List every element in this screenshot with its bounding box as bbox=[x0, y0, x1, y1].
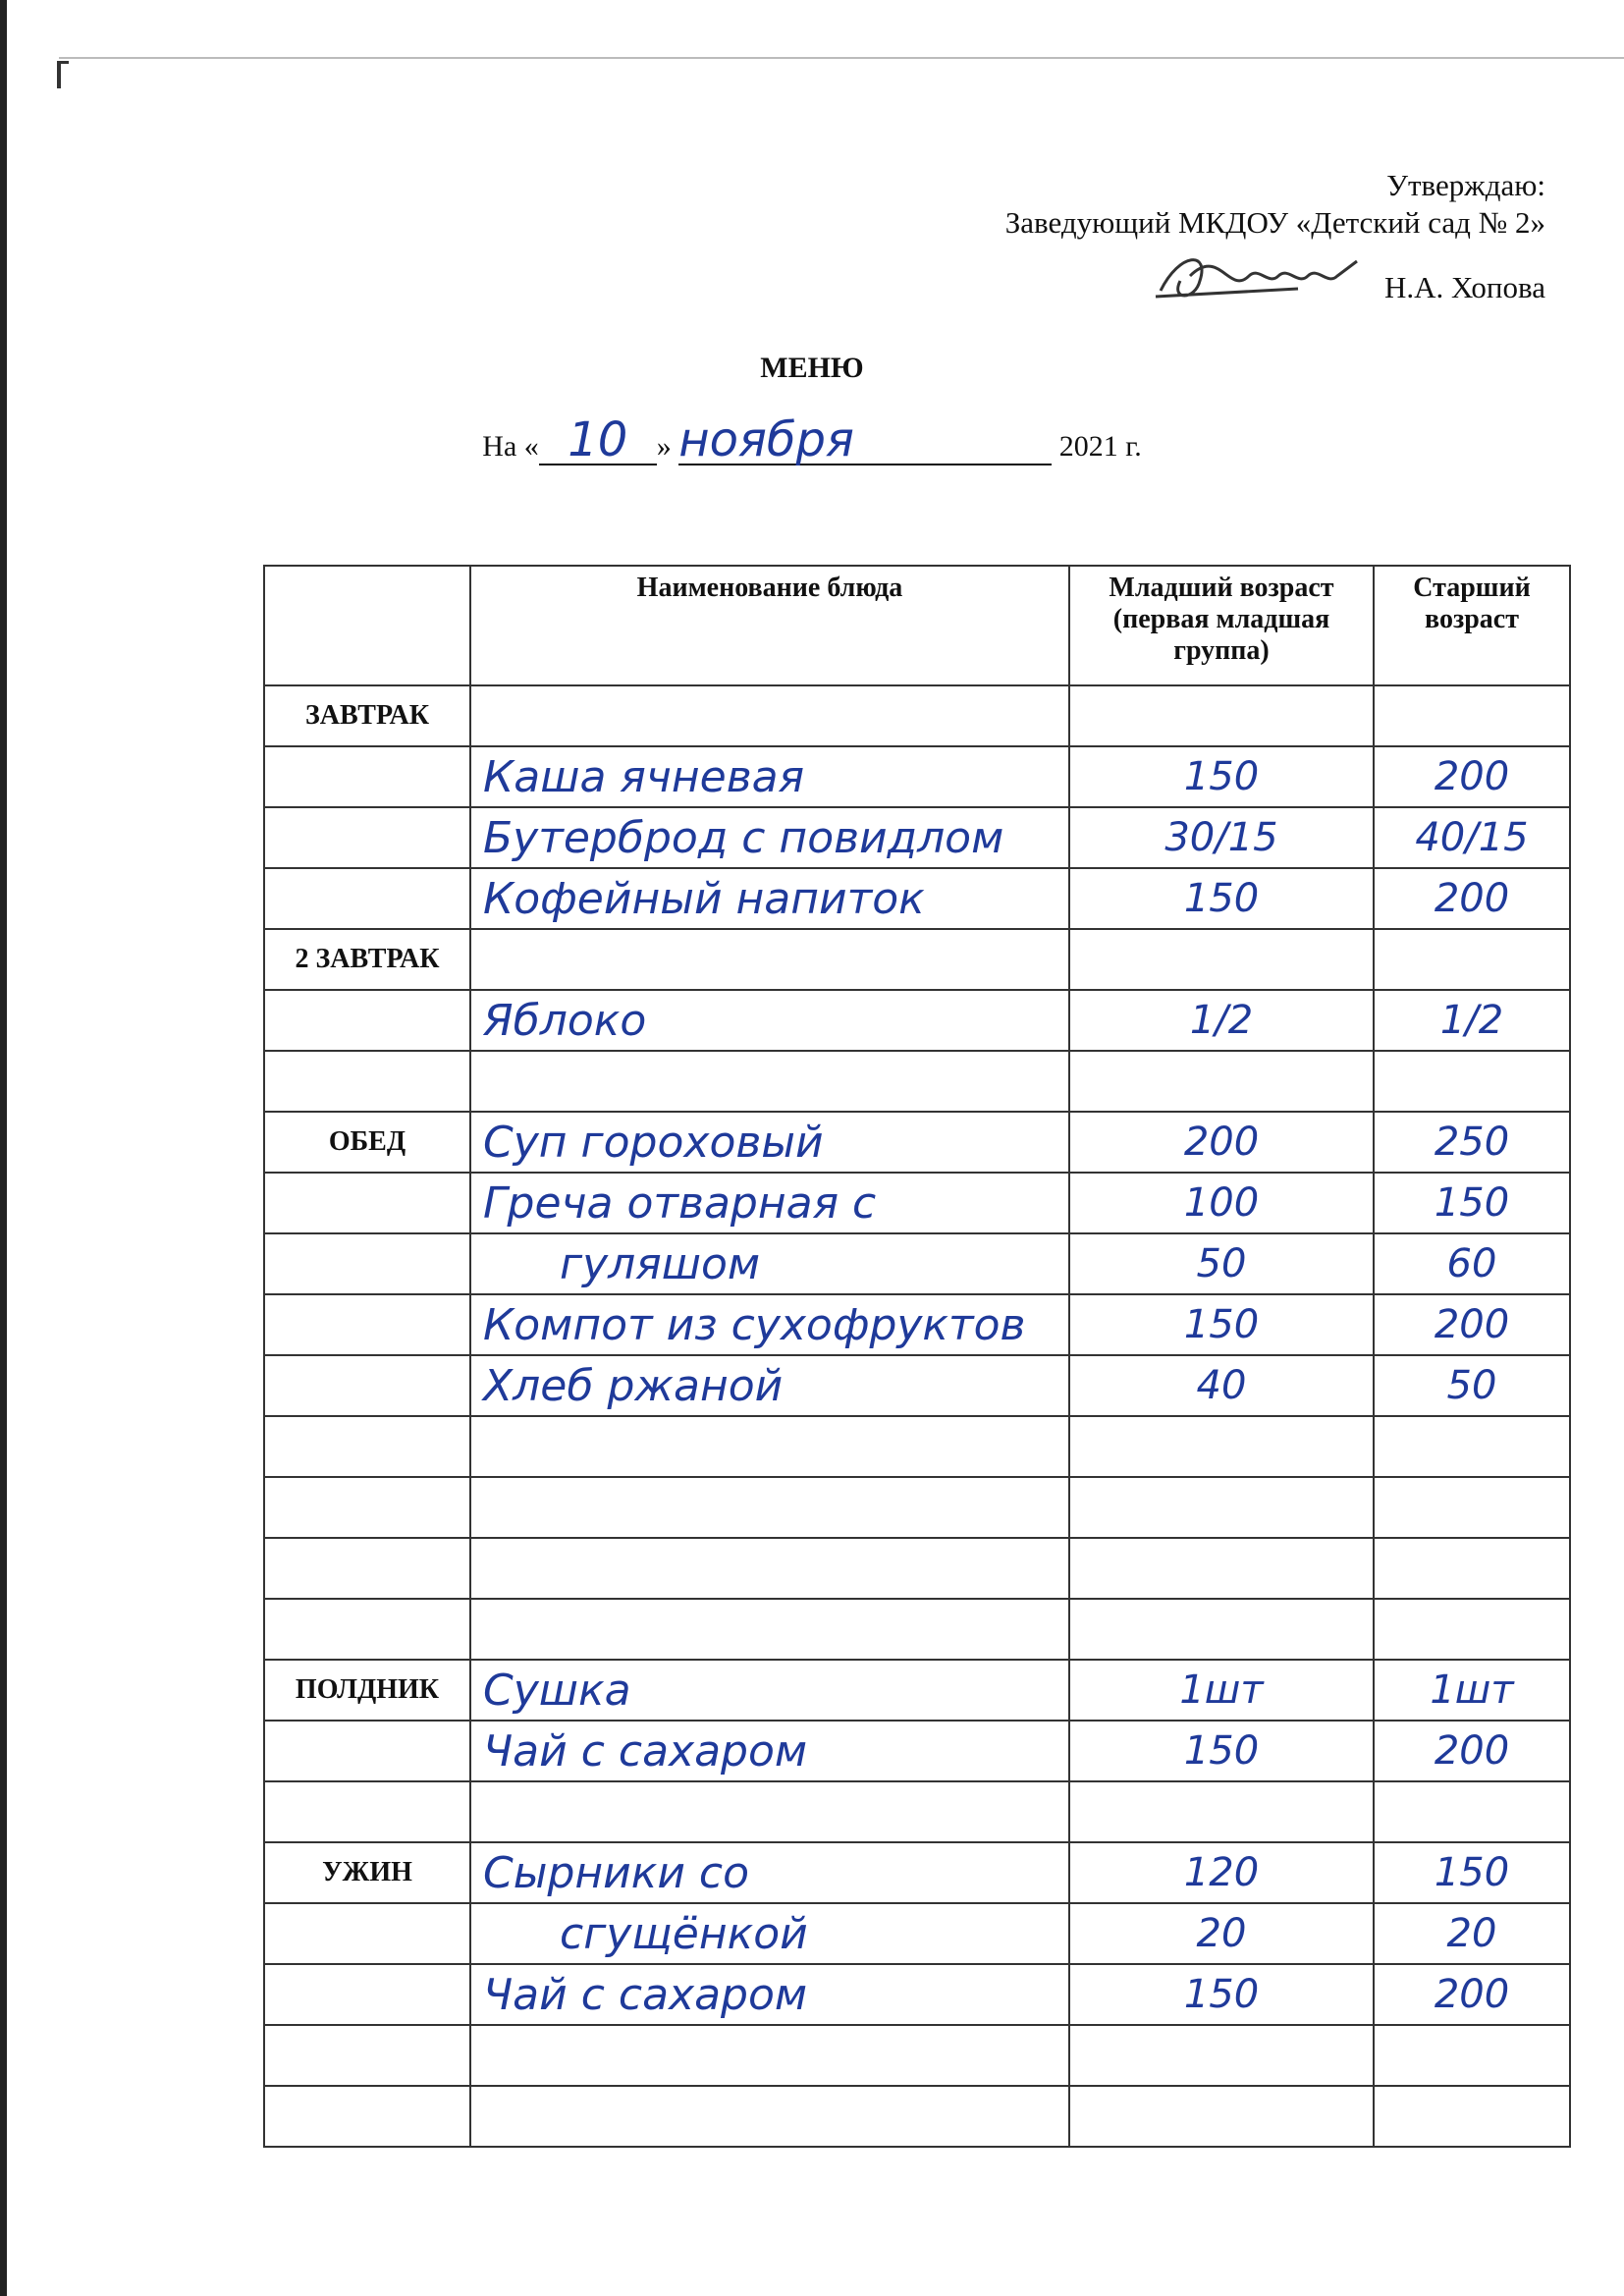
dish-name: гуляшом bbox=[470, 1233, 1069, 1294]
portion-young: 1шт bbox=[1069, 1660, 1374, 1721]
dish-name: Каша ячневая bbox=[470, 746, 1069, 807]
dish-name: Кофейный напиток bbox=[470, 868, 1069, 929]
date-month: ноября bbox=[678, 412, 854, 467]
approval-name-line bbox=[1005, 242, 1545, 306]
meal-section: ПОЛДНИК bbox=[264, 1660, 470, 1721]
dish-name bbox=[470, 2025, 1069, 2086]
portion-old: 200 bbox=[1374, 1964, 1570, 2025]
date-day: 10 bbox=[568, 412, 628, 467]
meal-section bbox=[264, 1538, 470, 1599]
table-row bbox=[264, 1112, 1570, 1173]
portion-young: 150 bbox=[1069, 1964, 1374, 2025]
portion-old bbox=[1374, 1416, 1570, 1477]
page-title: МЕНЮ bbox=[760, 352, 864, 384]
portion-young bbox=[1069, 929, 1374, 990]
table-row bbox=[264, 990, 1570, 1051]
approval-block bbox=[1005, 167, 1545, 306]
meal-section bbox=[264, 2025, 470, 2086]
portion-young: 150 bbox=[1069, 1294, 1374, 1355]
meal-section bbox=[264, 1173, 470, 1233]
meal-section bbox=[264, 1599, 470, 1660]
scan-edge bbox=[0, 0, 7, 2296]
portion-old: 250 bbox=[1374, 1112, 1570, 1173]
portion-young: 120 bbox=[1069, 1842, 1374, 1903]
dish-name: Хлеб ржаной bbox=[470, 1355, 1069, 1416]
meal-section bbox=[264, 990, 470, 1051]
portion-old: 20 bbox=[1374, 1903, 1570, 1964]
date-line bbox=[0, 412, 1624, 467]
portion-young bbox=[1069, 1538, 1374, 1599]
table-row bbox=[264, 1051, 1570, 1112]
dish-name: Сырники со bbox=[470, 1842, 1069, 1903]
meal-section bbox=[264, 1355, 470, 1416]
portion-old: 150 bbox=[1374, 1173, 1570, 1233]
meal-section bbox=[264, 1294, 470, 1355]
meal-section bbox=[264, 1781, 470, 1842]
portion-old: 200 bbox=[1374, 1721, 1570, 1781]
meal-section bbox=[264, 868, 470, 929]
portion-old: 150 bbox=[1374, 1842, 1570, 1903]
portion-old bbox=[1374, 1781, 1570, 1842]
date-mid: » bbox=[656, 430, 672, 463]
portion-old: 50 bbox=[1374, 1355, 1570, 1416]
portion-young: 100 bbox=[1069, 1173, 1374, 1233]
portion-young bbox=[1069, 1599, 1374, 1660]
header-dish-name: Наименование блюда bbox=[470, 566, 1069, 685]
portion-young bbox=[1069, 1416, 1374, 1477]
portion-old: 1/2 bbox=[1374, 990, 1570, 1051]
dish-name: Суп гороховый bbox=[470, 1112, 1069, 1173]
table-row bbox=[264, 1964, 1570, 2025]
portion-young bbox=[1069, 1781, 1374, 1842]
meal-section bbox=[264, 807, 470, 868]
portion-young: 150 bbox=[1069, 746, 1374, 807]
meal-section bbox=[264, 1964, 470, 2025]
table-row bbox=[264, 1599, 1570, 1660]
handwritten-signature bbox=[1151, 242, 1367, 306]
scan-fold-line bbox=[59, 57, 1624, 59]
table-row bbox=[264, 2025, 1570, 2086]
dish-name: Бутерброд с повидлом bbox=[470, 807, 1069, 868]
date-year: 2021 г. bbox=[1058, 430, 1142, 463]
dish-name bbox=[470, 1477, 1069, 1538]
table-row bbox=[264, 1538, 1570, 1599]
corner-mark bbox=[57, 61, 61, 88]
meal-section: ЗАВТРАК bbox=[264, 685, 470, 746]
portion-young bbox=[1069, 2086, 1374, 2147]
meal-section bbox=[264, 746, 470, 807]
table-row bbox=[264, 1781, 1570, 1842]
header-section bbox=[264, 566, 470, 685]
portion-young: 1/2 bbox=[1069, 990, 1374, 1051]
dish-name: Яблоко bbox=[470, 990, 1069, 1051]
portion-young: 200 bbox=[1069, 1112, 1374, 1173]
meal-section bbox=[264, 1051, 470, 1112]
header-young-age: Младший возраст (первая младшая группа) bbox=[1069, 566, 1374, 685]
portion-old bbox=[1374, 1477, 1570, 1538]
table-row bbox=[264, 1355, 1570, 1416]
dish-name bbox=[470, 685, 1069, 746]
dish-name bbox=[470, 929, 1069, 990]
portion-young: 50 bbox=[1069, 1233, 1374, 1294]
meal-section bbox=[264, 2086, 470, 2147]
dish-name bbox=[470, 1599, 1069, 1660]
dish-name bbox=[470, 1051, 1069, 1112]
table-row bbox=[264, 807, 1570, 868]
table-row bbox=[264, 1233, 1570, 1294]
portion-old bbox=[1374, 929, 1570, 990]
dish-name bbox=[470, 1538, 1069, 1599]
table-row bbox=[264, 1660, 1570, 1721]
portion-old: 40/15 bbox=[1374, 807, 1570, 868]
dish-name bbox=[470, 2086, 1069, 2147]
portion-old: 60 bbox=[1374, 1233, 1570, 1294]
table-row bbox=[264, 1721, 1570, 1781]
portion-young: 150 bbox=[1069, 868, 1374, 929]
table-row bbox=[264, 1173, 1570, 1233]
portion-young bbox=[1069, 1051, 1374, 1112]
menu-table bbox=[263, 565, 1571, 2148]
portion-old: 200 bbox=[1374, 1294, 1570, 1355]
header-old-age: Старший возраст bbox=[1374, 566, 1570, 685]
meal-section bbox=[264, 1233, 470, 1294]
date-prefix: На « bbox=[482, 430, 539, 463]
portion-young bbox=[1069, 685, 1374, 746]
meal-section bbox=[264, 1416, 470, 1477]
approval-position: Заведующий МКДОУ «Детский сад № 2» bbox=[1004, 205, 1545, 240]
portion-young: 20 bbox=[1069, 1903, 1374, 1964]
portion-old bbox=[1374, 1538, 1570, 1599]
corner-mark-top bbox=[57, 61, 69, 64]
portion-young bbox=[1069, 1477, 1374, 1538]
portion-old bbox=[1374, 1599, 1570, 1660]
meal-section bbox=[264, 1903, 470, 1964]
portion-old: 200 bbox=[1374, 868, 1570, 929]
portion-young: 30/15 bbox=[1069, 807, 1374, 868]
dish-name bbox=[470, 1416, 1069, 1477]
dish-name: Сушка bbox=[470, 1660, 1069, 1721]
table-row bbox=[264, 1903, 1570, 1964]
portion-young bbox=[1069, 2025, 1374, 2086]
table-header-row bbox=[264, 566, 1570, 685]
dish-name: Чай с сахаром bbox=[470, 1964, 1069, 2025]
table-row bbox=[264, 685, 1570, 746]
meal-section: УЖИН bbox=[264, 1842, 470, 1903]
meal-section: 2 ЗАВТРАК bbox=[264, 929, 470, 990]
meal-section: ОБЕД bbox=[264, 1112, 470, 1173]
portion-old: 200 bbox=[1374, 746, 1570, 807]
table-row bbox=[264, 1294, 1570, 1355]
table-row bbox=[264, 929, 1570, 990]
portion-old bbox=[1374, 685, 1570, 746]
table-row bbox=[264, 1416, 1570, 1477]
table-row bbox=[264, 1477, 1570, 1538]
portion-old bbox=[1374, 2086, 1570, 2147]
portion-old bbox=[1374, 2025, 1570, 2086]
meal-section bbox=[264, 1721, 470, 1781]
dish-name: Компот из сухофруктов bbox=[470, 1294, 1069, 1355]
approval-title: Утверждаю: bbox=[1386, 168, 1545, 202]
portion-old bbox=[1374, 1051, 1570, 1112]
dish-name: сгущёнкой bbox=[470, 1903, 1069, 1964]
portion-young: 150 bbox=[1069, 1721, 1374, 1781]
meal-section bbox=[264, 1477, 470, 1538]
portion-young: 40 bbox=[1069, 1355, 1374, 1416]
table-row bbox=[264, 2086, 1570, 2147]
table-row bbox=[264, 746, 1570, 807]
dish-name: Чай с сахаром bbox=[470, 1721, 1069, 1781]
table-row bbox=[264, 1842, 1570, 1903]
dish-name: Греча отварная с bbox=[470, 1173, 1069, 1233]
approval-name: Н.А. Хопова bbox=[1383, 270, 1545, 304]
table-row bbox=[264, 868, 1570, 929]
dish-name bbox=[470, 1781, 1069, 1842]
portion-old: 1шт bbox=[1374, 1660, 1570, 1721]
